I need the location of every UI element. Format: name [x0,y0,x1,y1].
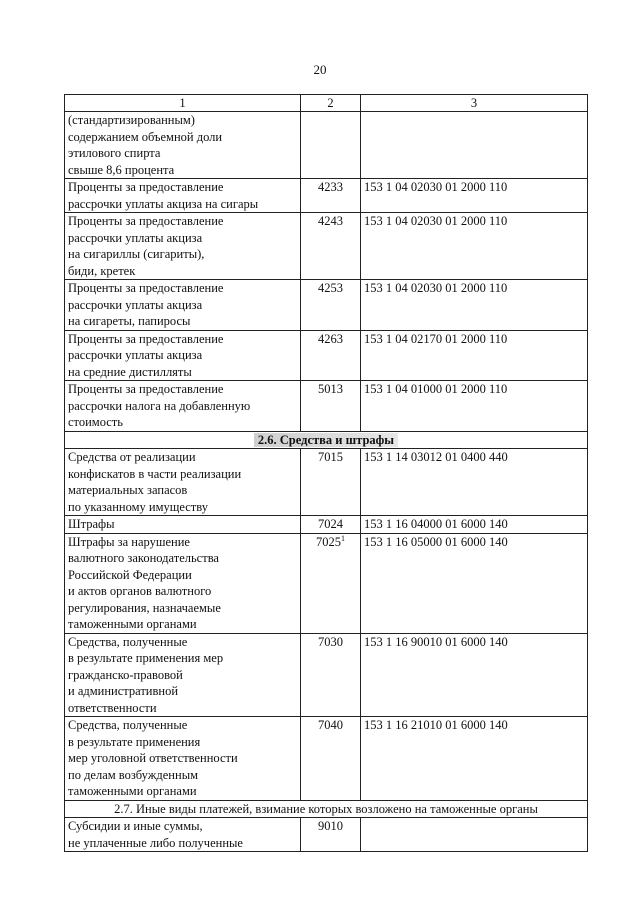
payment-code-cell [301,280,361,331]
table-row [65,381,588,432]
section-heading: 2.7. Иные виды платежей, взимание которых возложено на таможенные органы [114,801,538,816]
payment-name-cell [65,381,301,432]
payment-code: 4253 [318,281,343,295]
payment-name-line: материальных запасов [68,483,188,497]
budget-classification-code-cell [361,112,588,179]
payment-name-line: таможенными органами [68,784,197,798]
payment-name-line: (стандартизированным) [68,113,195,127]
table-row [65,818,588,852]
header-col-2: 2 [301,95,361,112]
section-row [65,800,588,818]
table-row [65,449,588,516]
budget-classification-code-cell: 153 1 16 90010 01 6000 140 [361,633,588,717]
payment-name-line: Субсидии и иные суммы, [68,819,203,833]
payment-name-line: гражданско-правовой [68,667,183,682]
payment-name-line: на сигареты, папиросы [68,314,191,328]
payment-name-line: Средства от реализации [68,450,196,464]
payment-name-cell [65,533,301,633]
payment-code: 7015 [318,450,343,464]
payment-name-cell [65,112,301,179]
payment-name-line: Проценты за предоставление [68,214,224,228]
budget-classification-code-cell: 153 1 04 01000 01 2000 110 [361,381,588,432]
payment-name-line: Российской Федерации [68,567,192,582]
payment-name-line: ответственности [68,700,157,715]
payment-name-line: рассрочки уплаты акциза [68,230,203,245]
payment-name-line: Проценты за предоставление [68,281,224,295]
payment-code-cell [301,330,361,381]
payment-code-cell [301,381,361,432]
header-col-1: 1 [65,95,301,112]
payment-name-line: стоимость [68,415,123,429]
payment-name-cell [65,280,301,331]
budget-classification-code-cell: 153 1 04 02030 01 2000 110 [361,179,588,213]
payment-name-line: свыше 8,6 процента [68,162,175,177]
payment-name-cell [65,516,301,534]
payment-name-line: на сигариллы (сигариты), [68,247,205,261]
table-row [65,330,588,381]
payment-code: 7030 [318,634,343,649]
payments-table [64,94,588,852]
table-row [65,213,588,280]
table-row [65,280,588,331]
payment-code: 7024 [318,517,343,531]
payment-name-line: Проценты за предоставление [68,180,224,194]
page-number: 20 [313,62,327,77]
section-row [65,431,588,449]
payment-name-line: на средние дистилляты [68,364,192,379]
payment-name-line: валютного законодательства [68,551,219,565]
payment-code-cell [301,179,361,213]
payment-name-line: и актов органов валютного [68,584,212,598]
payment-name-line: регулирования, назначаемые [68,600,221,615]
payment-name-line: Штрафы за нарушение [68,534,190,549]
payment-name-line: Средства, полученные [68,634,188,649]
payment-name-line: Проценты за предоставление [68,331,224,346]
budget-classification-code-cell: 153 1 04 02170 01 2000 110 [361,330,588,381]
payment-code: 7025 [316,534,341,549]
table-row [65,633,588,717]
payment-name-cell [65,449,301,516]
table-row [65,112,588,179]
payment-name-line: рассрочки уплаты акциза [68,297,203,312]
payment-name-line: биди, кретек [68,263,136,278]
section-heading-cell [65,431,588,449]
budget-classification-code-cell: 153 1 04 02030 01 2000 110 [361,213,588,280]
payment-name-line: по делам возбужденным [68,767,198,782]
payment-name-line: этилового спирта [68,146,161,160]
budget-classification-code-cell: 153 1 14 03012 01 0400 440 [361,449,588,516]
payment-code: 5013 [318,382,343,396]
budget-classification-code-cell: 153 1 16 04000 01 6000 140 [361,516,588,534]
section-heading: 2.6. Средства и штрафы [254,433,398,447]
table-row [65,516,588,534]
header-col-3: 3 [361,95,588,112]
budget-classification-code-cell: 153 1 16 05000 01 6000 140 [361,533,588,633]
budget-classification-code-cell [361,818,588,852]
table-row [65,533,588,633]
payment-code-cell [301,717,361,801]
payment-name-line: мер уголовной ответственности [68,751,238,765]
payment-name-line: содержанием объемной доли [68,129,223,144]
payment-code: 4233 [318,180,343,194]
payment-name-cell [65,179,301,213]
budget-classification-code-cell: 153 1 16 21010 01 6000 140 [361,717,588,801]
footnote-mark: 1 [341,533,345,543]
payment-name-line: рассрочки уплаты акциза на сигары [68,196,259,211]
payment-name-line: Средства, полученные [68,718,188,732]
payment-name-line: конфискатов в части реализации [68,466,242,481]
table-row [65,717,588,801]
payment-code: 4243 [318,214,343,228]
payment-code: 9010 [318,819,343,833]
payment-name-line: не уплаченные либо полученные [68,835,243,850]
payment-name-line: Штрафы [68,517,115,531]
payment-name-line: Проценты за предоставление [68,382,224,396]
payment-code-cell [301,516,361,534]
payment-code: 4263 [318,331,343,346]
payment-code-cell [301,818,361,852]
payment-name-cell [65,633,301,717]
payment-name-line: в результате применения [68,734,201,749]
payment-code-cell [301,633,361,717]
payment-code-cell [301,213,361,280]
payment-name-cell [65,213,301,280]
payment-name-line: рассрочки уплаты акциза [68,348,203,362]
payment-name-line: по указанному имуществу [68,499,208,514]
payment-name-line: рассрочки налога на добавленную [68,398,251,413]
payment-name-cell [65,818,301,852]
payment-name-line: и административной [68,684,179,698]
section-heading-cell [65,800,588,818]
payment-name-cell [65,330,301,381]
payment-name-line: таможенными органами [68,617,197,631]
payment-code-cell [301,533,361,633]
payment-name-cell [65,717,301,801]
payment-code: 7040 [318,718,343,732]
payment-code-cell [301,449,361,516]
payment-code-cell [301,112,361,179]
table-header-row [65,95,588,112]
table-row [65,179,588,213]
budget-classification-code-cell: 153 1 04 02030 01 2000 110 [361,280,588,331]
payment-name-line: в результате применения мер [68,651,224,665]
